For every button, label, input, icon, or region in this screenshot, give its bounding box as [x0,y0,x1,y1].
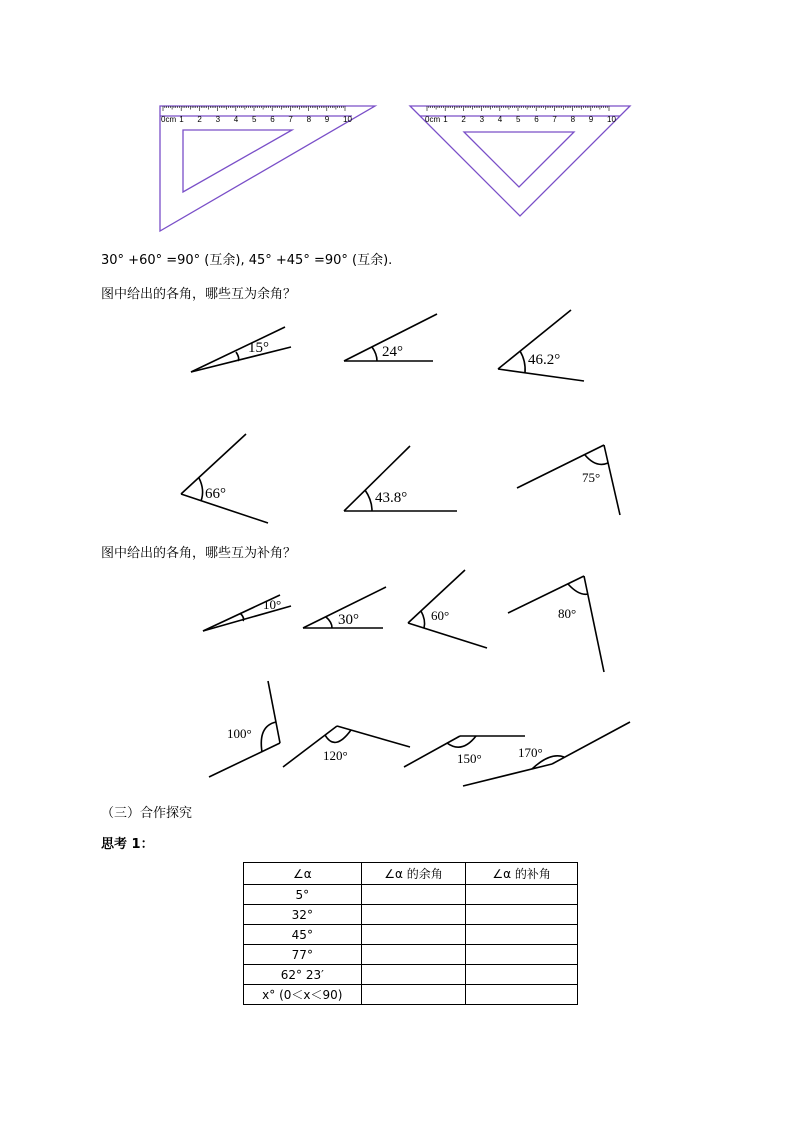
angle-table [243,862,578,1005]
label-66: 66° [205,486,226,502]
left-ruler-tick-label: 2 [197,115,202,124]
label-46-2: 46.2° [528,352,561,368]
left-ruler-tick-label: 3 [215,115,221,124]
left-ruler-tick-label: 8 [306,115,312,124]
right-ruler-tick-label: 5 [516,115,521,124]
complement-note: 30° +60° =90° (互余), 45° +45° =90° (互余). [101,253,393,268]
supplement-cell[interactable] [466,905,578,925]
left-ruler-tick-label: 10 [343,115,352,124]
left-ruler-tick-label: 5 [252,115,257,124]
right-ruler-tick-label: 9 [588,115,594,124]
label-75: 75° [582,470,601,485]
alpha-cell: 77° [244,945,362,965]
left-ruler-tick-label: 7 [288,115,293,124]
supplement-cell[interactable] [466,965,578,985]
label-100: 100° [227,726,252,741]
left-ruler-tick-label: 0cm [161,115,177,124]
label-150: 150° [457,751,482,766]
right-ruler-tick-label: 8 [570,115,576,124]
table-row [244,905,578,925]
supplement-cell[interactable] [466,885,578,905]
complement-cell[interactable] [361,965,466,985]
question-supplementary: 图中给出的各角，哪些互为补角？ [101,546,297,561]
complement-cell[interactable] [361,885,466,905]
label-80: 80° [558,606,577,621]
alpha-cell: 62° 23′ [244,965,362,985]
right-ruler-tick-label: 10 [607,115,616,124]
complement-cell[interactable] [361,985,466,1005]
alpha-cell: 45° [244,925,362,945]
label-24: 24° [382,344,403,360]
label-60: 60° [431,608,450,623]
supplement-cell[interactable] [466,945,578,965]
alpha-cell: 32° [244,905,362,925]
right-ruler-tick-label: 0cm [425,115,441,124]
angle-80 [508,576,604,672]
header-complement: ∠α 的余角 [361,863,466,885]
alpha-cell: x° (0＜x＜90) [244,985,362,1005]
table-row [244,985,578,1005]
label-170: 170° [518,745,543,760]
right-ruler-tick-label: 4 [497,115,503,124]
table-header-row [244,863,578,885]
label-10: 10° [263,597,282,612]
label-120: 120° [323,748,348,763]
complement-cell[interactable] [361,945,466,965]
right-ruler-tick-label: 1 [443,115,448,124]
label-15: 15° [248,340,269,356]
supplement-cell[interactable] [466,925,578,945]
angle-170 [463,722,630,786]
complement-cell[interactable] [361,925,466,945]
table-row [244,925,578,945]
right-ruler-tick-label: 6 [534,115,539,124]
left-ruler-tick-label: 1 [179,115,184,124]
question-complementary: 图中给出的各角，哪些互为余角？ [101,287,297,302]
left-ruler-tick-label: 6 [270,115,275,124]
label-30: 30° [338,612,359,628]
right-ruler-tick-label: 3 [479,115,485,124]
left-ruler-tick-label: 9 [324,115,330,124]
right-ruler-tick-label: 7 [552,115,557,124]
alpha-cell: 5° [244,885,362,905]
complement-cell[interactable] [361,905,466,925]
section-title: （三）合作探究 [101,806,193,821]
right-ruler-tick-label: 2 [461,115,466,124]
table-row [244,945,578,965]
table-row [244,965,578,985]
think-1-label: 思考 1： [101,837,154,852]
table-row [244,885,578,905]
left-ruler-tick-label: 4 [233,115,239,124]
header-alpha: ∠α [244,863,362,885]
supplement-cell[interactable] [466,985,578,1005]
label-43-8: 43.8° [375,490,408,506]
header-supplement: ∠α 的补角 [466,863,578,885]
